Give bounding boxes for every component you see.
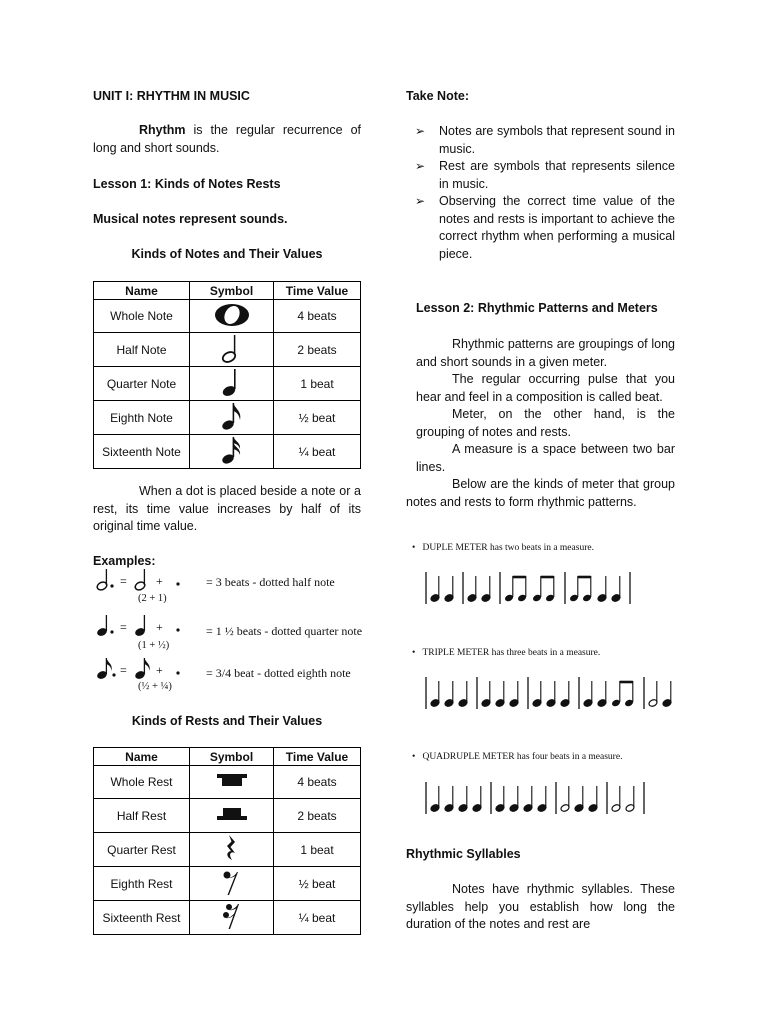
triple-meter-text: TRIPLE METER has three beats in a measure.: [422, 648, 601, 658]
quadruple-meter-rhythm-icon: [420, 778, 670, 818]
header-symbol: Symbol: [190, 748, 274, 766]
eighth-note-icon: [190, 401, 274, 435]
note-value: 4 beats: [274, 300, 361, 333]
table-row: [94, 833, 361, 867]
svg-text:+: +: [156, 620, 163, 634]
rest-name: Whole Rest: [94, 766, 190, 799]
rest-value: ¼ beat: [274, 901, 361, 935]
duple-meter-text: DUPLE METER has two beats in a measure.: [422, 543, 594, 553]
example-3-result: = 3/4 beat - dotted eighth note: [206, 666, 351, 680]
half-rest-icon: [190, 799, 274, 833]
quadruple-meter-text: QUADRUPLE METER has four beats in a measure.: [422, 752, 623, 762]
sixteenth-rest-icon: [190, 901, 274, 935]
bullet-icon: •: [412, 648, 423, 658]
syllables-text: Notes have rhythmic syllables. These syllables help you establish how long the duration of the notes and rest are: [406, 882, 675, 931]
lesson2-para-4: A measure is a space between two bar lines.: [416, 442, 675, 474]
svg-text:=: =: [120, 574, 127, 588]
bullet-icon: •: [412, 752, 423, 762]
lesson2-title: Lesson 2: Rhythmic Patterns and Meters: [416, 301, 658, 315]
take-note-list: [407, 123, 675, 263]
lesson1-title: Lesson 1: Kinds of Notes Rests: [93, 177, 281, 191]
eighth-rest-icon: [190, 867, 274, 901]
notes-table-title: Kinds of Notes and Their Values: [131, 247, 323, 261]
note-name: Quarter Note: [94, 367, 190, 401]
header-symbol: Symbol: [190, 282, 274, 300]
lesson2-para-2: The regular occurring pulse that you hear and feel in a composition is called beat.: [416, 372, 675, 404]
table-row: [94, 435, 361, 469]
example-1-sum: (2 + 1): [138, 593, 167, 604]
triple-meter-label: [412, 648, 600, 658]
note-name: Eighth Note: [94, 401, 190, 435]
list-item: ➢ Notes are symbols that represent sound in music.: [407, 123, 675, 158]
triple-meter-rhythm-icon: [420, 673, 675, 713]
list-item: ➢ Observing the correct time value of the notes and rests is important to achieve the correct rhythm when performing a musical piece.: [407, 193, 675, 263]
svg-text:=: =: [120, 620, 127, 634]
rests-table: [93, 747, 361, 935]
table-row: [94, 333, 361, 367]
note-value: ¼ beat: [274, 435, 361, 469]
rests-table-title: Kinds of Rests and Their Values: [131, 714, 323, 728]
rhythm-term: Rhythm: [139, 123, 186, 137]
quarter-rest-icon: [190, 833, 274, 867]
bullet-icon: •: [412, 543, 423, 553]
example-2-result: = 1 ½ beats - dotted quarter note: [206, 624, 363, 638]
header-name: Name: [94, 282, 190, 300]
examples-label: Examples:: [93, 554, 156, 568]
unit-title: UNIT I: RHYTHM IN MUSIC: [93, 89, 250, 103]
rest-name: Half Rest: [94, 799, 190, 833]
rest-name: Sixteenth Rest: [94, 901, 190, 935]
table-row: [94, 300, 361, 333]
table-row: [94, 766, 361, 799]
example-2-sum: (1 + ½): [138, 640, 170, 651]
table-row: [94, 901, 361, 935]
note-name: Sixteenth Note: [94, 435, 190, 469]
notes-table-header-row: [94, 282, 361, 300]
quadruple-meter-label: [412, 752, 622, 762]
rest-value: 4 beats: [274, 766, 361, 799]
table-row: [94, 401, 361, 435]
rest-value: ½ beat: [274, 867, 361, 901]
rest-name: Eighth Rest: [94, 867, 190, 901]
rest-value: 1 beat: [274, 833, 361, 867]
duple-meter-label: [412, 543, 594, 553]
rest-value: 2 beats: [274, 799, 361, 833]
svg-text:+: +: [156, 574, 163, 588]
dot-text: When a dot is placed beside a note or a rest, its time value increases by half of its original time value.: [93, 484, 361, 533]
notes-table: [93, 281, 361, 469]
header-name: Name: [94, 748, 190, 766]
rests-table-header-row: [94, 748, 361, 766]
note-value: ½ beat: [274, 401, 361, 435]
rest-name: Quarter Rest: [94, 833, 190, 867]
notes-represent-text: Musical notes represent sounds.: [93, 212, 288, 226]
example-3-sum: (½ + ¼): [138, 681, 172, 692]
sixteenth-note-icon: [190, 435, 274, 469]
lesson2-para-3: Meter, on the other hand, is the grouping of notes and rests.: [416, 407, 675, 439]
note-value: 1 beat: [274, 367, 361, 401]
header-time-value: Time Value: [274, 282, 361, 300]
rhythm-definition-text: is the regular recurrence of long and short sounds.: [93, 123, 361, 155]
note-value: 2 beats: [274, 333, 361, 367]
lesson2-para-5: Below are the kinds of meter that group notes and rests to form rhythmic patterns.: [406, 477, 675, 509]
whole-rest-icon: [190, 766, 274, 799]
header-time-value: Time Value: [274, 748, 361, 766]
list-item: ➢ Rest are symbols that represents silence in music.: [407, 158, 675, 193]
svg-text:=: =: [120, 663, 127, 677]
lesson2-para-1: Rhythmic patterns are groupings of long and short sounds in a given meter.: [416, 337, 675, 369]
half-note-icon: [190, 333, 274, 367]
take-note-title: Take Note:: [406, 89, 469, 103]
table-row: [94, 367, 361, 401]
example-1-result: = 3 beats - dotted half note: [206, 575, 335, 589]
syllables-title: Rhythmic Syllables: [406, 847, 521, 861]
duple-meter-rhythm-icon: [420, 568, 670, 608]
table-row: [94, 799, 361, 833]
table-row: [94, 867, 361, 901]
rhythm-definition: [93, 122, 361, 157]
note-name: Whole Note: [94, 300, 190, 333]
whole-note-icon: [190, 300, 274, 333]
quarter-note-icon: [190, 367, 274, 401]
svg-text:+: +: [156, 663, 163, 677]
note-name: Half Note: [94, 333, 190, 367]
